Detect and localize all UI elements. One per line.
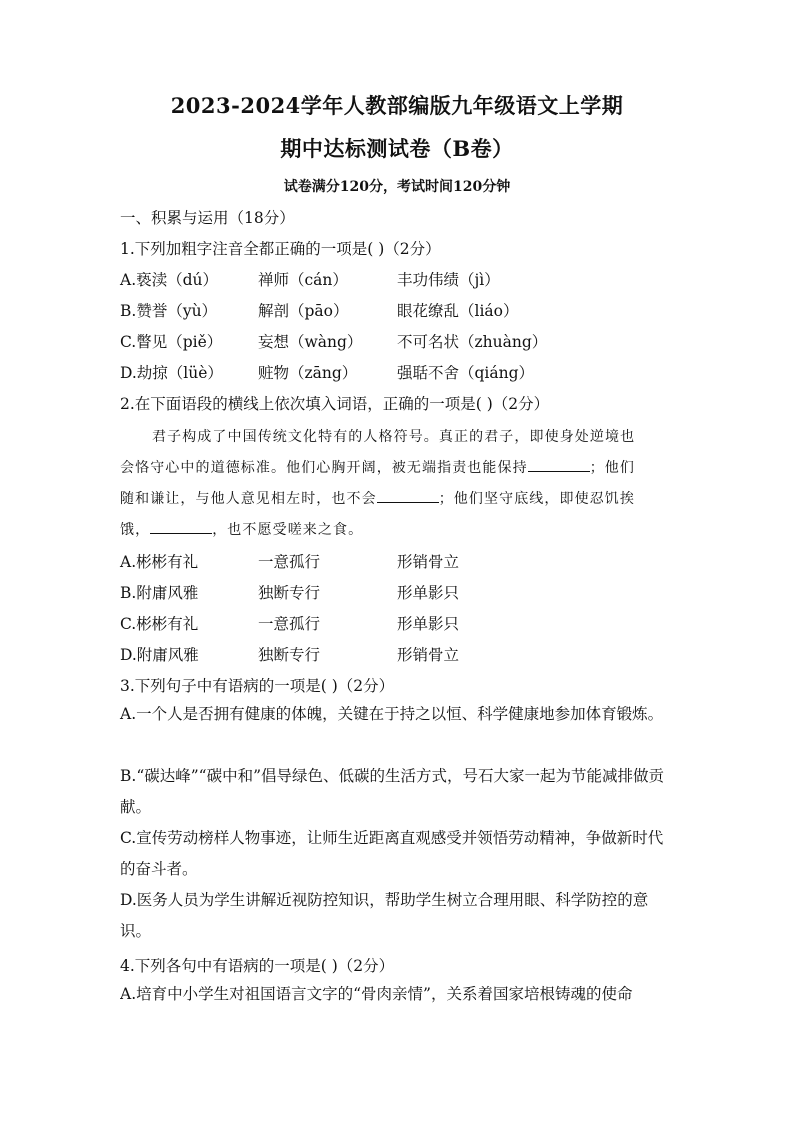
fill-blank-1[interactable] (528, 457, 590, 472)
q1-option-b-3: 眼花缭乱（liáo） (397, 302, 519, 320)
q2-option-c-1: C.彬彬有礼 (120, 615, 199, 633)
q1-option-a-3: 丰功伟绩（jì） (397, 271, 500, 289)
q1-stem: 1.下列加粗字注音全都正确的一项是( )（2分） (120, 240, 441, 258)
q1-option-b-1: B.赞誉（yù） (120, 302, 218, 320)
q1-option-c-1: C.瞥见（piě） (120, 333, 223, 351)
q2-passage-line4: 饿， ，也不愿受嗟来之食。 (120, 519, 668, 539)
q1-option-b-2: 解剖（pāo） (258, 302, 349, 320)
exam-title-line2: 期中达标测试卷（B卷） (280, 136, 514, 161)
exam-subtitle: 试卷满分120分，考试时间120分钟 (283, 179, 511, 195)
q2-option-d-2: 独断专行 (258, 646, 321, 664)
q1-option-c-3: 不可名状（zhuàng） (397, 333, 548, 351)
q2-passage-line3: 随和谦让，与他人意见相左时，也不会 ；他们坚守底线，即使忍饥挨 (120, 488, 668, 508)
q1-option-a-2: 禅师（cán） (258, 271, 348, 289)
q2-option-c-2: 一意孤行 (258, 615, 321, 633)
q2-option-d-3: 形销骨立 (397, 646, 460, 664)
q4-option-a: A.培育中小学生对祖国语言文字的“骨肉亲情”，关系着国家培根铸魂的使命 (120, 985, 633, 1003)
q3-option-d: D.医务人员为学生讲解近视防控知识，帮助学生树立合理用眼、科学防控的意识。 (120, 891, 649, 940)
fill-blank-2[interactable] (377, 488, 439, 503)
q2-option-d-1: D.附庸风雅 (120, 646, 199, 664)
q3-option-b: B.“碳达峰”“碳中和”倡导绿色、低碳的生活方式，号石大家一起为节能减排做贡献。 (120, 767, 665, 816)
q3-option-c: C.宣传劳动榜样人物事迹，让师生近距离直观感受并领悟劳动精神，争做新时代的奋斗者。 (120, 829, 664, 878)
q1-option-d-3: 强聒不舍（qiáng） (397, 364, 535, 382)
section-heading: 一、积累与运用（18分） (120, 209, 295, 227)
q2-option-b-3: 形单影只 (397, 584, 460, 602)
q2-option-a-2: 一意孤行 (258, 553, 321, 571)
exam-title-line1: 2023-2024学年人教部编版九年级语文上学期 (170, 93, 624, 118)
q2-option-c-3: 形单影只 (397, 615, 460, 633)
q4-stem: 4.下列各句中有语病的一项是( )（2分） (120, 957, 395, 975)
q1-option-d-2: 赃物（zāng） (258, 364, 358, 382)
q2-option-a-1: A.彬彬有礼 (120, 553, 199, 571)
q2-stem: 2.在下面语段的横线上依次填入词语，正确的一项是( )（2分） (120, 395, 550, 413)
q1-option-a-1: A.亵渎（dú） (120, 271, 219, 289)
q2-passage-line2: 会恪守心中的道德标准。他们心胸开阔，被无端指责也能保持 ；他们 (120, 457, 668, 477)
q2-option-b-2: 独断专行 (258, 584, 321, 602)
fill-blank-3[interactable] (150, 519, 212, 534)
q1-option-d-1: D.劫掠（lüè） (120, 364, 223, 382)
q3-option-a: A.一个人是否拥有健康的体魄，关键在于持之以恒、科学健康地参加体育锻炼。 (120, 705, 664, 723)
q1-option-c-2: 妄想（wàng） (258, 333, 363, 351)
q2-option-a-3: 形销骨立 (397, 553, 460, 571)
q2-option-b-1: B.附庸风雅 (120, 584, 199, 602)
q2-passage-line1: 君子构成了中国传统文化特有的人格符号。真正的君子，即使身处逆境也 (152, 429, 636, 445)
q3-stem: 3.下列句子中有语病的一项是( )（2分） (120, 677, 395, 695)
